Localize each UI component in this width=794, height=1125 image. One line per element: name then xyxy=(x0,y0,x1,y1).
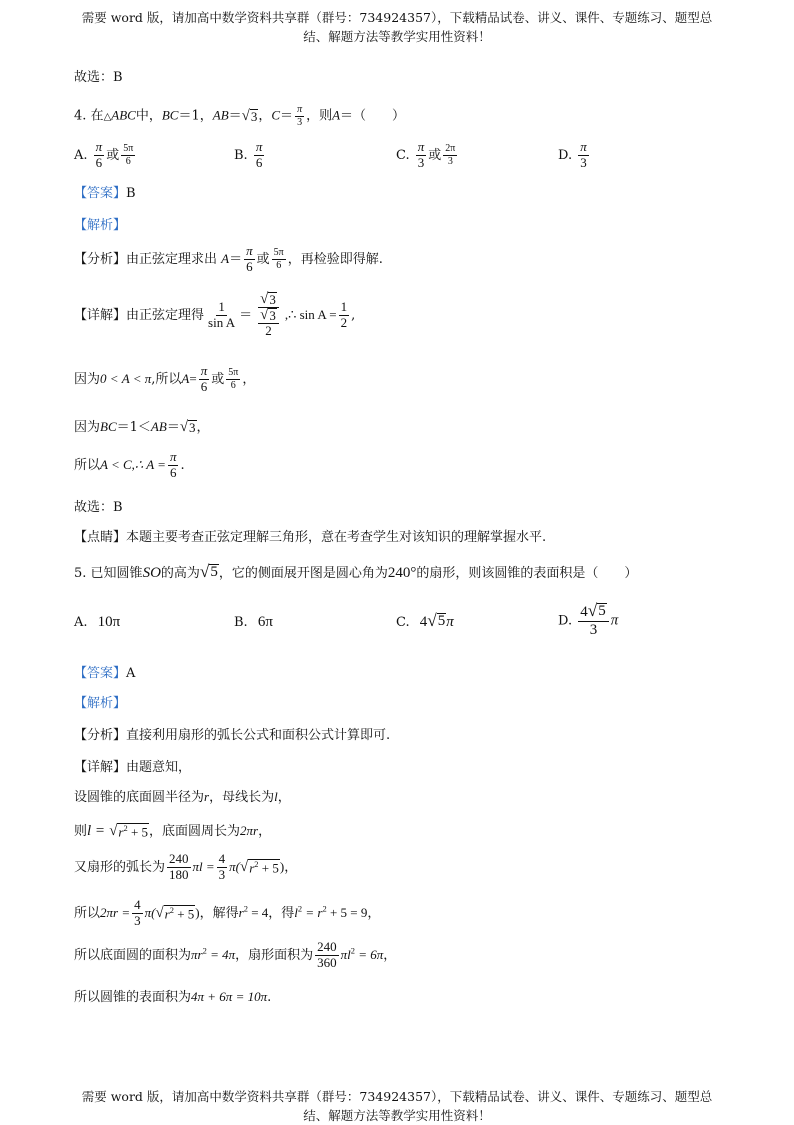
fraction: $\frac{\pi}{6}$ xyxy=(246,243,253,274)
fraction: $\frac{\pi}{6}$ xyxy=(95,139,103,170)
triangle-icon: △ xyxy=(103,111,112,123)
fraction: 4 √ 5 3 xyxy=(578,602,608,640)
q4-step-c: 因为BC＝1＜AB＝ √ 3 ， xyxy=(74,419,210,436)
footer-line-1: 需要 word 版，请加高中数学资料共享群（群号：734924357），下载精品试卷、讲义、课件、专题练习、题型总 xyxy=(81,1089,713,1104)
q4-conclusion: 故选：B xyxy=(74,500,123,515)
fraction: $\frac{5\pi}{6}$ xyxy=(273,247,284,271)
sqrt-r2-plus-5: √ $r^2 + 5$ xyxy=(155,904,195,922)
q4-option-c[interactable]: C. $\frac{\pi}{3}$ 或 $\frac{2\pi}{3}$ xyxy=(396,139,456,170)
q5-step-1: 设圆锥的底面圆半径为r，母线长为l， xyxy=(74,789,291,805)
fraction: $\frac{240}{360}$ xyxy=(317,939,337,970)
fraction: $\frac{5\pi}{6}$ xyxy=(228,367,239,391)
sqrt-3: √ 3 xyxy=(179,419,196,436)
page-footer xyxy=(60,1087,734,1125)
header-line-2: 结、解题方法等教学实用性资料！ xyxy=(303,29,491,44)
q4-option-d[interactable]: D. $\frac{\pi}{3}$ xyxy=(558,139,587,170)
fraction: $\frac{2\pi}{3}$ xyxy=(445,143,456,167)
fraction: $\frac{5\pi}{6}$ xyxy=(123,143,134,167)
sqrt-r2-plus-5: √ $r^2 + 5$ xyxy=(240,858,279,876)
q4-analysis-tag: 【解析】 xyxy=(74,218,127,233)
fraction: $\frac{\pi}{6}$ xyxy=(169,449,177,480)
q5-analysis-tag: 【解析】 xyxy=(74,696,127,711)
fraction: $\frac{1}{2}$ xyxy=(340,298,348,330)
nested-fraction: √ 3 √ 3 2 xyxy=(254,292,283,339)
q5-step-3: 又扇形的弧长为 $\frac{240}{180}$ πl = $\frac{4}{3}$ π( √ $r^2 + 5$ )， xyxy=(74,851,298,882)
q5-option-a[interactable]: A. 10π xyxy=(74,614,121,630)
header-line-1: 需要 word 版，请加高中数学资料共享群（群号：734924357），下载精品试卷、讲义、课件、专题练习、题型总 xyxy=(81,10,713,25)
q5-step-2: 则l = √ $r^2 + 5$ ，底面圆周长为2πr， xyxy=(74,822,272,840)
fraction: $\frac{4}{3}$ xyxy=(218,851,226,882)
q4-stem: 4. 在△ABC中，BC＝1，AB＝ √ 3 ，C＝ $\frac{\pi}{3}$ ，则A＝（ ） xyxy=(74,104,406,128)
fraction-pi-3: $\frac{\pi}{3}$ xyxy=(297,104,303,128)
q4-fenxi: 【分析】由正弦定理求出 A＝ $\frac{\pi}{6}$ 或 $\frac{5\pi}{6}$ ，再检验即得解. xyxy=(74,243,383,274)
prev-conclusion: 故选：B xyxy=(74,70,123,85)
fraction: $\frac{\pi}{3}$ xyxy=(580,139,587,170)
q5-option-d[interactable]: D. 4 √ 5 3 π xyxy=(558,601,619,639)
fraction: $\frac{240}{180}$ xyxy=(169,851,189,882)
q5-detail: 【详解】由题意知， xyxy=(74,760,192,775)
q4-detail: 【详解】由正弦定理得 $\frac{1}{\text{sin A}}$ ＝ √ 3 √ 3 2 ,∴ sin A = $\frac{1}{2}$ , xyxy=(74,291,356,338)
sqrt-5: √ 5 xyxy=(199,562,218,581)
fraction: $\frac{1}{\text{sin A}}$ xyxy=(208,298,236,330)
fraction: $\frac{4}{3}$ xyxy=(134,897,141,928)
page-header xyxy=(60,8,734,46)
q4-dianjing: 【点睛】本题主要考查正弦定理解三角形，意在考查学生对该知识的理解掌握水平. xyxy=(74,530,547,545)
fraction: $\frac{\pi}{6}$ xyxy=(200,363,208,394)
footer-line-2: 结、解题方法等教学实用性资料！ xyxy=(303,1108,491,1123)
q5-step-6: 所以圆锥的表面积为4π + 6π = 10π. xyxy=(74,989,272,1005)
q5-option-c[interactable]: C. 4 √ 5 π xyxy=(396,611,454,630)
fraction: $\frac{\pi}{3}$ xyxy=(417,139,425,170)
q4-step-b: 因为0 < A < π,所以A= $\frac{\pi}{6}$ 或 $\frac{5\pi}{6}$ ， xyxy=(74,363,256,394)
q5-step-5: 所以底面圆的面积为$\pi r^2 = 4\pi$，扇形面积为 $\frac{240}{360}$ $\pi l^2 = 6\pi$， xyxy=(74,939,397,970)
q5-stem: 5. 已知圆锥SO的高为 √ 5 ，它的侧面展开图是圆心角为240°的扇形，则该圆锥的表面积是（ ） xyxy=(74,562,638,581)
q4-step-d: 所以A < C,∴ A = $\frac{\pi}{6}$ . xyxy=(74,449,185,480)
q4-answer: 【答案】B xyxy=(74,186,136,201)
q4-option-b[interactable]: B. $\frac{\pi}{6}$ xyxy=(234,139,263,170)
sqrt-5: √ 5 xyxy=(427,611,446,630)
q5-step-4: 所以2πr = $\frac{4}{3}$ π( √ $r^2 + 5$ )，解得$r^2 = 4$，得$l^2 = r^2 + 5 = 9$， xyxy=(74,897,381,928)
sqrt-3: √ 3 xyxy=(241,107,258,124)
q4-option-a[interactable]: A. $\frac{\pi}{6}$ 或 $\frac{5\pi}{6}$ xyxy=(74,139,134,170)
q5-option-b[interactable]: B. 6π xyxy=(234,614,273,630)
fraction: $\frac{\pi}{6}$ xyxy=(255,139,263,170)
q5-answer: 【答案】A xyxy=(74,666,136,681)
sqrt-r2-plus-5: √ $r^2 + 5$ xyxy=(109,822,149,840)
q5-fenxi: 【分析】直接利用扇形的弧长公式和面积公式计算即可. xyxy=(74,728,391,743)
